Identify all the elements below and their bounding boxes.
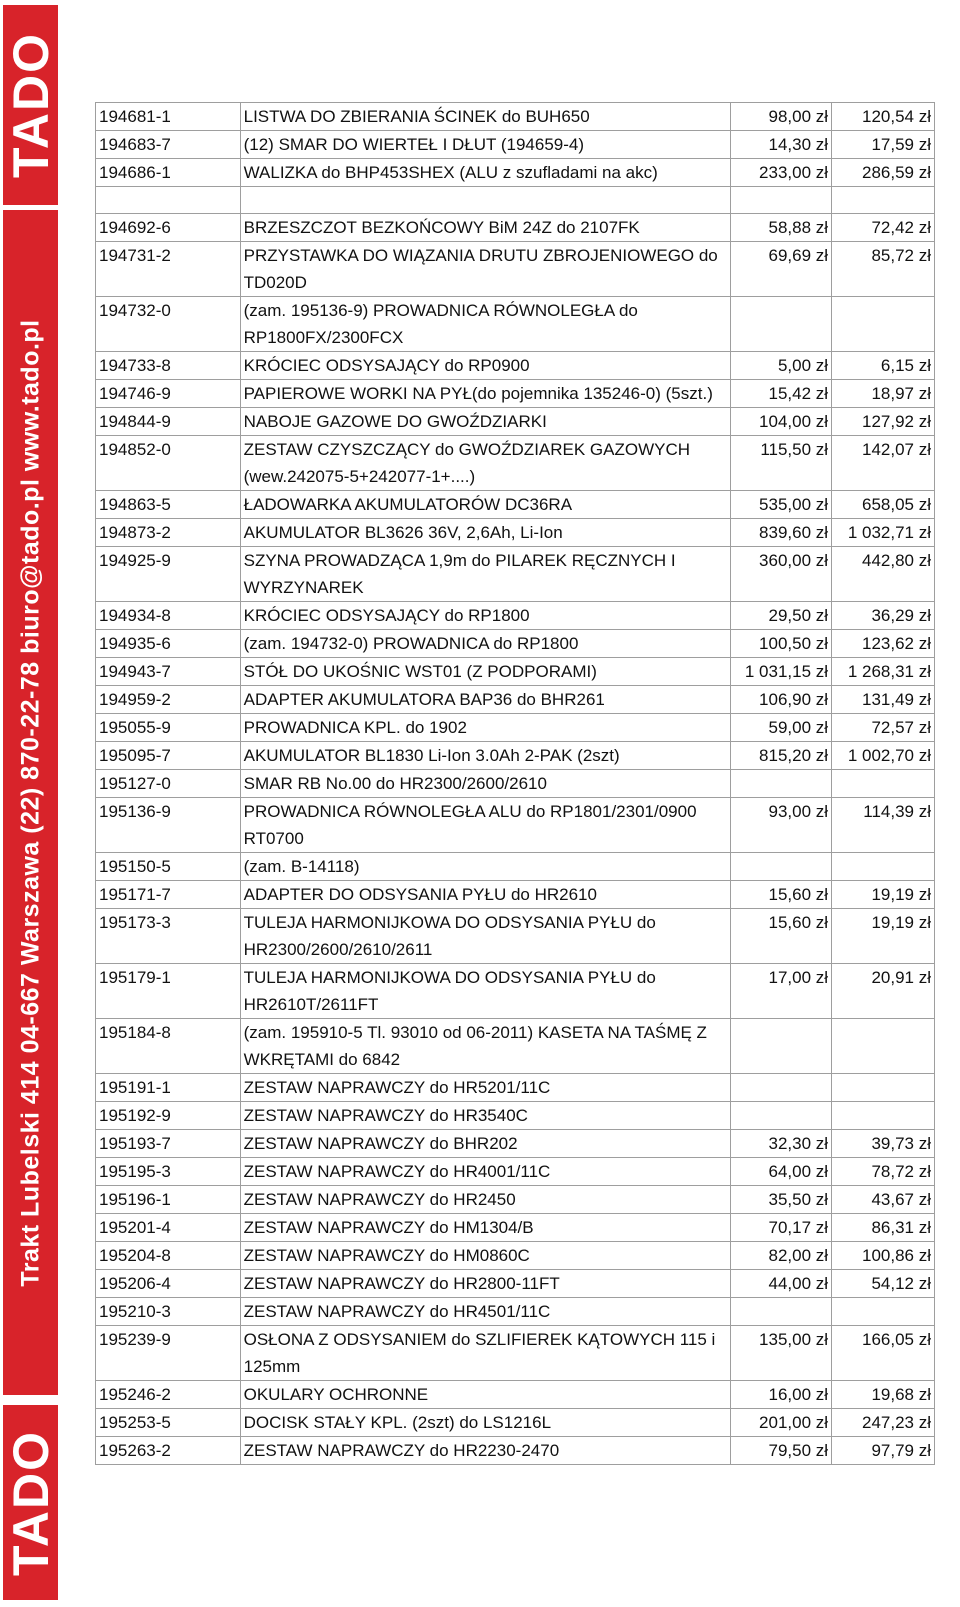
net-price (731, 187, 832, 214)
table-row (96, 602, 935, 630)
table-row (96, 159, 935, 187)
gross-price (832, 1298, 935, 1326)
table-row (96, 187, 935, 214)
product-description: WALIZKA do BHP453SHEX (ALU z szufladami na akc) (240, 159, 731, 187)
product-code: 194852-0 (96, 436, 241, 491)
product-description: ZESTAW NAPRAWCZY do HM0860C (240, 1242, 731, 1270)
table-row (96, 686, 935, 714)
product-description: ZESTAW NAPRAWCZY do HR3540C (240, 1102, 731, 1130)
net-price: 839,60 zł (731, 519, 832, 547)
product-code: 195201-4 (96, 1214, 241, 1242)
product-description: OSŁONA Z ODSYSANIEM do SZLIFIEREK KĄTOWYCH 115 i 125mm (240, 1326, 731, 1381)
net-price: 35,50 zł (731, 1186, 832, 1214)
gross-price: 72,42 zł (832, 214, 935, 242)
net-price: 5,00 zł (731, 352, 832, 380)
net-price: 15,60 zł (731, 909, 832, 964)
product-description: SZYNA PROWADZĄCA 1,9m do PILAREK RĘCZNYCH I WYRZYNAREK (240, 547, 731, 602)
gross-price: 17,59 zł (832, 131, 935, 159)
product-description: (zam. B-14118) (240, 853, 731, 881)
product-description: ZESTAW NAPRAWCZY do HR5201/11C (240, 1074, 731, 1102)
gross-price: 142,07 zł (832, 436, 935, 491)
net-price: 44,00 zł (731, 1270, 832, 1298)
gross-price: 166,05 zł (832, 1326, 935, 1381)
net-price: 201,00 zł (731, 1409, 832, 1437)
product-code: 195239-9 (96, 1326, 241, 1381)
table-row (96, 1019, 935, 1074)
net-price (731, 853, 832, 881)
product-code: 194925-9 (96, 547, 241, 602)
product-code: 194935-6 (96, 630, 241, 658)
net-price: 115,50 zł (731, 436, 832, 491)
product-description: LISTWA DO ZBIERANIA ŚCINEK do BUH650 (240, 103, 731, 131)
table-row (96, 1298, 935, 1326)
table-row (96, 1130, 935, 1158)
product-description: ZESTAW NAPRAWCZY do HR2450 (240, 1186, 731, 1214)
gross-price: 72,57 zł (832, 714, 935, 742)
product-code: 194733-8 (96, 352, 241, 380)
price-list-body (96, 103, 935, 1465)
table-row (96, 1270, 935, 1298)
net-price: 64,00 zł (731, 1158, 832, 1186)
gross-price: 18,97 zł (832, 380, 935, 408)
net-price: 233,00 zł (731, 159, 832, 187)
product-description: ADAPTER AKUMULATORA BAP36 do BHR261 (240, 686, 731, 714)
product-code: 195195-3 (96, 1158, 241, 1186)
table-row (96, 1326, 935, 1381)
gross-price: 1 268,31 zł (832, 658, 935, 686)
net-price: 16,00 zł (731, 1381, 832, 1409)
product-description: PAPIEROWE WORKI NA PYŁ(do pojemnika 135246-0) (5szt.) (240, 380, 731, 408)
table-row (96, 352, 935, 380)
product-description: SMAR RB No.00 do HR2300/2600/2610 (240, 770, 731, 798)
product-code: 195171-7 (96, 881, 241, 909)
table-row (96, 1186, 935, 1214)
product-code: 195206-4 (96, 1270, 241, 1298)
product-code: 195196-1 (96, 1186, 241, 1214)
contact-strip (3, 210, 58, 1395)
net-price: 815,20 zł (731, 742, 832, 770)
product-code: 195263-2 (96, 1437, 241, 1465)
product-code: 195246-2 (96, 1381, 241, 1409)
net-price (731, 770, 832, 798)
gross-price: 247,23 zł (832, 1409, 935, 1437)
gross-price: 54,12 zł (832, 1270, 935, 1298)
product-code: 195193-7 (96, 1130, 241, 1158)
product-code: 195179-1 (96, 964, 241, 1019)
gross-price: 36,29 zł (832, 602, 935, 630)
gross-price (832, 297, 935, 352)
table-row (96, 519, 935, 547)
product-description: (zam. 195136-9) PROWADNICA RÓWNOLEGŁA do RP1800FX/2300FCX (240, 297, 731, 352)
table-row (96, 547, 935, 602)
product-code: 194683-7 (96, 131, 241, 159)
table-row (96, 1409, 935, 1437)
gross-price: 39,73 zł (832, 1130, 935, 1158)
net-price: 106,90 zł (731, 686, 832, 714)
net-price: 58,88 zł (731, 214, 832, 242)
product-code (96, 187, 241, 214)
gross-price: 97,79 zł (832, 1437, 935, 1465)
product-description: ADAPTER DO ODSYSANIA PYŁU do HR2610 (240, 881, 731, 909)
product-code: 194943-7 (96, 658, 241, 686)
brand-sidebar (0, 0, 62, 1607)
tado-logo-bottom (3, 1405, 58, 1600)
table-row (96, 1074, 935, 1102)
net-price: 82,00 zł (731, 1242, 832, 1270)
product-code: 195136-9 (96, 798, 241, 853)
gross-price (832, 1019, 935, 1074)
gross-price: 85,72 zł (832, 242, 935, 297)
product-description: TULEJA HARMONIJKOWA DO ODSYSANIA PYŁU do HR2300/2600/2610/2611 (240, 909, 731, 964)
gross-price: 20,91 zł (832, 964, 935, 1019)
table-row (96, 881, 935, 909)
gross-price: 6,15 zł (832, 352, 935, 380)
table-row (96, 742, 935, 770)
table-row (96, 964, 935, 1019)
product-code: 195192-9 (96, 1102, 241, 1130)
net-price (731, 1298, 832, 1326)
gross-price: 114,39 zł (832, 798, 935, 853)
product-description: NABOJE GAZOWE DO GWOŹDZIARKI (240, 408, 731, 436)
table-row (96, 770, 935, 798)
table-row (96, 909, 935, 964)
net-price: 93,00 zł (731, 798, 832, 853)
product-code: 195210-3 (96, 1298, 241, 1326)
product-code: 194686-1 (96, 159, 241, 187)
gross-price (832, 853, 935, 881)
net-price: 14,30 zł (731, 131, 832, 159)
product-description: OKULARY OCHRONNE (240, 1381, 731, 1409)
gross-price: 19,19 zł (832, 909, 935, 964)
product-code: 195150-5 (96, 853, 241, 881)
product-code: 194732-0 (96, 297, 241, 352)
product-description: DOCISK STAŁY KPL. (2szt) do LS1216L (240, 1409, 731, 1437)
gross-price (832, 770, 935, 798)
product-code: 195191-1 (96, 1074, 241, 1102)
table-row (96, 1381, 935, 1409)
product-code: 195173-3 (96, 909, 241, 964)
product-code: 194959-2 (96, 686, 241, 714)
product-description: ZESTAW NAPRAWCZY do HM1304/B (240, 1214, 731, 1242)
table-row (96, 1437, 935, 1465)
product-code: 195095-7 (96, 742, 241, 770)
product-description: KRÓCIEC ODSYSAJĄCY do RP0900 (240, 352, 731, 380)
product-code: 195184-8 (96, 1019, 241, 1074)
product-code: 194873-2 (96, 519, 241, 547)
gross-price: 1 002,70 zł (832, 742, 935, 770)
product-description: AKUMULATOR BL1830 Li-Ion 3.0Ah 2-PAK (2szt) (240, 742, 731, 770)
table-row (96, 1214, 935, 1242)
table-row (96, 853, 935, 881)
product-code: 194934-8 (96, 602, 241, 630)
gross-price: 19,19 zł (832, 881, 935, 909)
table-row (96, 714, 935, 742)
net-price: 29,50 zł (731, 602, 832, 630)
product-code: 194844-9 (96, 408, 241, 436)
product-description: KRÓCIEC ODSYSAJĄCY do RP1800 (240, 602, 731, 630)
net-price: 32,30 zł (731, 1130, 832, 1158)
net-price: 15,42 zł (731, 380, 832, 408)
table-row (96, 297, 935, 352)
table-row (96, 1158, 935, 1186)
gross-price: 123,62 zł (832, 630, 935, 658)
product-description: (12) SMAR DO WIERTEŁ I DŁUT (194659-4) (240, 131, 731, 159)
gross-price: 286,59 zł (832, 159, 935, 187)
logo-text: TADO (2, 1429, 59, 1576)
product-code: 194863-5 (96, 491, 241, 519)
table-row (96, 658, 935, 686)
gross-price (832, 1102, 935, 1130)
table-row (96, 630, 935, 658)
net-price: 1 031,15 zł (731, 658, 832, 686)
product-description: ZESTAW NAPRAWCZY do HR2230-2470 (240, 1437, 731, 1465)
product-description: ŁADOWARKA AKUMULATORÓW DC36RA (240, 491, 731, 519)
product-code: 194746-9 (96, 380, 241, 408)
product-code: 195127-0 (96, 770, 241, 798)
net-price: 535,00 zł (731, 491, 832, 519)
product-description: PROWADNICA KPL. do 1902 (240, 714, 731, 742)
table-row (96, 798, 935, 853)
product-code: 195055-9 (96, 714, 241, 742)
gross-price (832, 187, 935, 214)
product-code: 195204-8 (96, 1242, 241, 1270)
product-description (240, 187, 731, 214)
gross-price: 127,92 zł (832, 408, 935, 436)
gross-price: 19,68 zł (832, 1381, 935, 1409)
table-row (96, 436, 935, 491)
net-price (731, 1102, 832, 1130)
net-price: 79,50 zł (731, 1437, 832, 1465)
product-code: 194731-2 (96, 242, 241, 297)
product-code: 194692-6 (96, 214, 241, 242)
net-price: 17,00 zł (731, 964, 832, 1019)
product-description: AKUMULATOR BL3626 36V, 2,6Ah, Li-Ion (240, 519, 731, 547)
table-row (96, 380, 935, 408)
table-row (96, 242, 935, 297)
gross-price: 78,72 zł (832, 1158, 935, 1186)
table-row (96, 214, 935, 242)
net-price: 70,17 zł (731, 1214, 832, 1242)
net-price: 135,00 zł (731, 1326, 832, 1381)
product-description: ZESTAW NAPRAWCZY do HR2800-11FT (240, 1270, 731, 1298)
net-price: 15,60 zł (731, 881, 832, 909)
product-description: STÓŁ DO UKOŚNIC WST01 (Z PODPORAMI) (240, 658, 731, 686)
gross-price: 43,67 zł (832, 1186, 935, 1214)
product-description: PRZYSTAWKA DO WIĄZANIA DRUTU ZBROJENIOWEGO do TD020D (240, 242, 731, 297)
table-row (96, 1102, 935, 1130)
net-price: 104,00 zł (731, 408, 832, 436)
gross-price: 86,31 zł (832, 1214, 935, 1242)
net-price: 100,50 zł (731, 630, 832, 658)
net-price: 98,00 zł (731, 103, 832, 131)
price-list-table (95, 102, 935, 1465)
product-code: 194681-1 (96, 103, 241, 131)
product-description: PROWADNICA RÓWNOLEGŁA ALU do RP1801/2301/0900 RT0700 (240, 798, 731, 853)
net-price (731, 1074, 832, 1102)
table-row (96, 1242, 935, 1270)
gross-price: 131,49 zł (832, 686, 935, 714)
gross-price: 442,80 zł (832, 547, 935, 602)
net-price: 59,00 zł (731, 714, 832, 742)
gross-price: 100,86 zł (832, 1242, 935, 1270)
table-row (96, 131, 935, 159)
product-description: ZESTAW CZYSZCZĄCY do GWOŹDZIAREK GAZOWYCH (wew.242075-5+242077-1+....) (240, 436, 731, 491)
product-description: (zam. 194732-0) PROWADNICA do RP1800 (240, 630, 731, 658)
product-description: TULEJA HARMONIJKOWA DO ODSYSANIA PYŁU do HR2610T/2611FT (240, 964, 731, 1019)
table-row (96, 408, 935, 436)
net-price: 360,00 zł (731, 547, 832, 602)
net-price (731, 297, 832, 352)
product-description: ZESTAW NAPRAWCZY do HR4501/11C (240, 1298, 731, 1326)
product-description: ZESTAW NAPRAWCZY do HR4001/11C (240, 1158, 731, 1186)
table-row (96, 491, 935, 519)
gross-price (832, 1074, 935, 1102)
table-row (96, 103, 935, 131)
product-description: ZESTAW NAPRAWCZY do BHR202 (240, 1130, 731, 1158)
logo-text: TADO (2, 32, 59, 178)
net-price: 69,69 zł (731, 242, 832, 297)
gross-price: 1 032,71 zł (832, 519, 935, 547)
gross-price: 658,05 zł (832, 491, 935, 519)
product-code: 195253-5 (96, 1409, 241, 1437)
product-description: BRZESZCZOT BEZKOŃCOWY BiM 24Z do 2107FK (240, 214, 731, 242)
gross-price: 120,54 zł (832, 103, 935, 131)
tado-logo-top (3, 5, 58, 205)
net-price (731, 1019, 832, 1074)
contact-text: Trakt Lubelski 414 04-667 Warszawa (22) 870-22-78 biuro@tado.pl www.tado.pl (16, 318, 44, 1287)
product-description: (zam. 195910-5 Tl. 93010 od 06-2011) KASETA NA TAŚMĘ Z WKRĘTAMI do 6842 (240, 1019, 731, 1074)
